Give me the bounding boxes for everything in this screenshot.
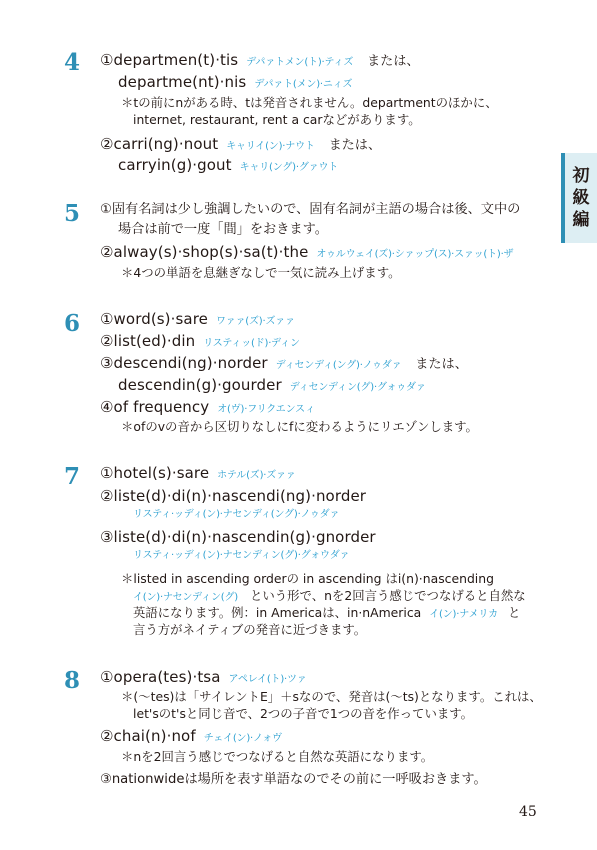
section-number: 5 [64,200,81,227]
section-number: 7 [64,463,81,490]
answer-line: ②carri(ng)·nout キャリイ(ン)·ナウト または、 [100,135,382,153]
katakana-reading: リスティ·ッディ(ン)·ナセンディン(グ)·グォウダァ [133,550,350,561]
answer-line: ②liste(d)·di(n)·nascendi(ng)·norder [100,487,367,505]
answer-line: ④of frequency オ(ヴ)·フリクエンスィ [100,398,316,416]
katakana-reading: リスティ·ッディ(ン)·ナセンディ(ング)·ノゥダァ [133,509,340,520]
answer-line: ①opera(tes)·tsa アペレイ(ト)·ツァ [100,668,307,686]
section-number: 4 [64,49,81,76]
answer-line: departme(nt)·nis デパァト(メン)·ニィズ [118,73,353,91]
answer-line: ②alway(s)·shop(s)·sa(t)·the オゥルウェイ(ズ)·シァップ(ス)·スァッ(ト)·ザ [100,243,514,261]
note-line: ＊listed in ascending orderの in ascending はi(n)·nascending [121,571,494,586]
answer-line: descendin(g)·gourder ディセンディン(グ)·グォゥダァ [118,376,426,394]
answer-line: ②list(ed)·din リスティッ(ド)·ディン [100,332,300,350]
answer-line: ②chai(n)·nof チェイ(ン)·ノォヴ [100,727,282,745]
answer-line: ①word(s)·sare ワァァ(ズ)·ズァァ [100,310,295,328]
answer-line: ①hotel(s)·sare ホテル(ズ)·ズァァ [100,464,296,482]
answer-line: carryin(g)·gout キャリ(ング)·グァウト [118,156,339,174]
note-line: ＊tの前にnがある時、tは発音されません。departmentのほかに、 [121,95,498,110]
answer-line: ③liste(d)·di(n)·nascendin(g)·gnorder [100,528,376,546]
note-line: 言う方がネイティブの発音に近づきます。 [133,622,367,637]
note-line: ＊ofのvの音から区切りなしにfに変わるようにリエゾンします。 [121,419,478,434]
note-line: イ(ン)·ナセンディン(グ) という形で、nを2回言う感じでつなげると自然な [133,588,526,603]
note-line: internet, restaurant, rent a carなどがあります。 [133,112,421,127]
note-line: ＊(〜tes)は「サイレントE」＋sなので、発音は(〜ts)となります。これは、 [121,689,542,704]
section-number: 6 [64,310,81,337]
side-tab-char: 級 [572,187,590,208]
note-line: ＊4つの単語を息継ぎなしで一気に読み上げます。 [121,265,401,280]
side-tab-beginner [561,153,597,243]
answer-line: ③descendi(ng)·norder ディセンディ(ング)·ノゥダァ または、 [100,354,468,372]
answer-line: 場合は前で一度「間」をおきます。 [118,222,328,237]
answer-line: ③nationwideは場所を表す単語なのでその前に一呼吸おきます。 [100,772,487,787]
note-line: let'sのt'sと同じ音で、2つの子音で1つの音を作っています。 [133,706,474,721]
page-number: 45 [519,804,537,820]
note-line: ＊nを2回言う感じでつなげると自然な英語になります。 [121,749,434,764]
section-number: 8 [64,667,81,694]
answer-line: ①固有名詞は少し強調したいので、固有名詞が主語の場合は後、文中の [100,202,521,217]
side-tab-char: 編 [572,210,590,231]
note-line: 英語になります。例：in Americaは、in·nAmerica イ(ン)·ナメリカ と [133,605,521,620]
side-tab-char: 初 [572,165,590,186]
answer-line: ①departmen(t)·tis デパァトメン(ト)·ティズ または、 [100,51,420,69]
